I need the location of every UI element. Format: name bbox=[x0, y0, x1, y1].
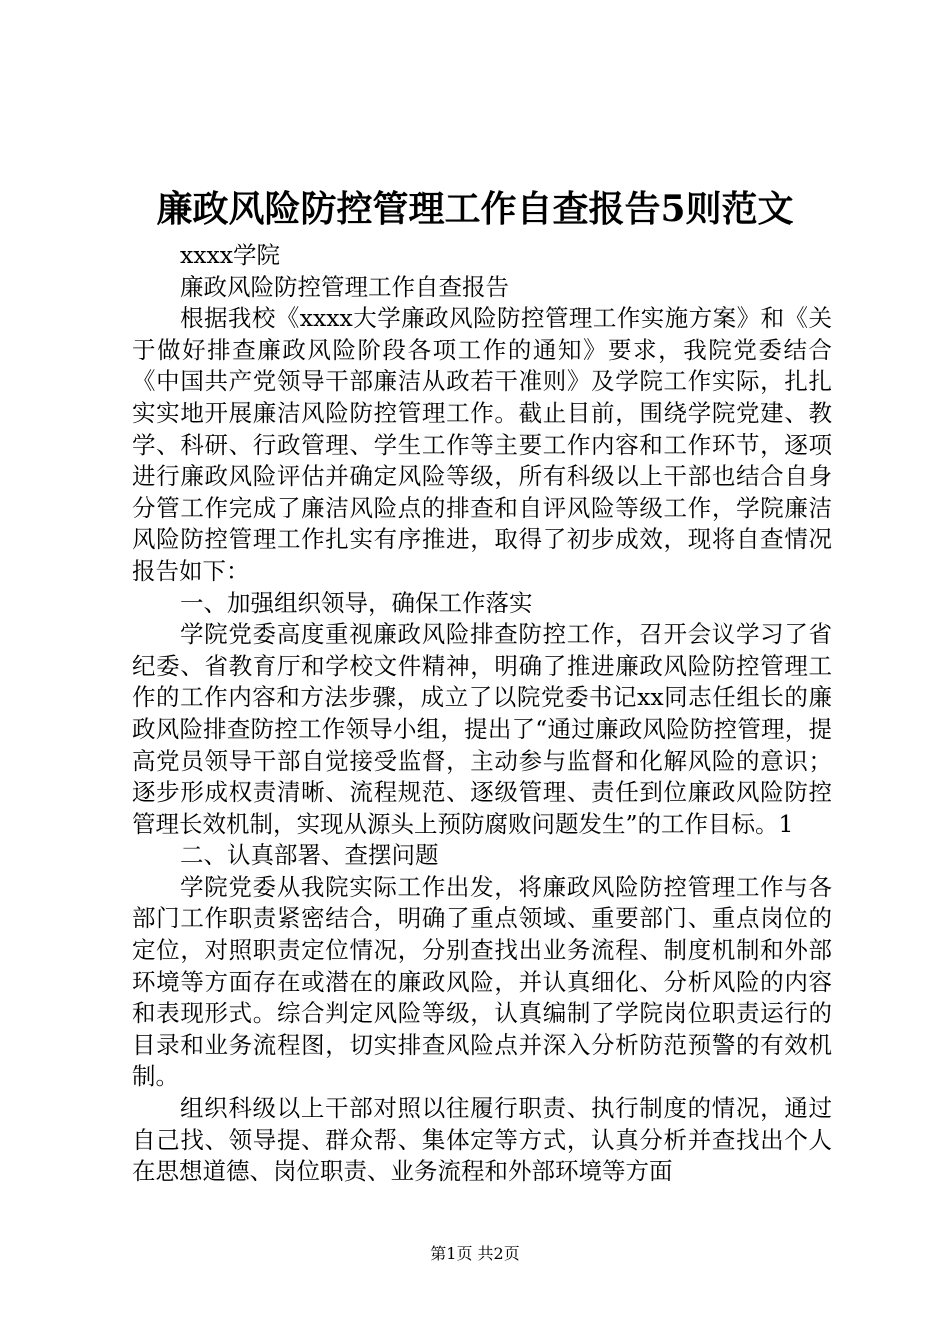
report-subtitle-line: 廉政风险防控管理工作自查报告 bbox=[180, 272, 509, 301]
section-heading-1: 一、加强组织领导，确保工作落实 bbox=[180, 588, 533, 617]
section-2-paragraph-1: 学院党委从我院实际工作出发，将廉政风险防控管理工作与各部门工作职责紧密结合，明确了重点领域、重要部门、重点岗位的定位，对照职责定位情况，分别查找出业务流程、制度机制和外部环境等方面存在或潜在的廉政风险，并认真细化、分析风险的内容和表现形式。综合判定风险等级，认真编制了学院岗位职责运行的目录和业务流程图，切实排查风险点并深入分析防范预警的有效机制。 bbox=[132, 872, 832, 1091]
section-1-paragraph: 学院党委高度重视廉政风险排查防控工作，召开会议学习了省纪委、省教育厅和学校文件精神，明确了推进廉政风险防控管理工作的工作内容和方法步骤，成立了以院党委书记xx同志任组长的廉政风险排查防控工作领导小组，提出了“通过廉政风险防控管理，提高党员领导干部自觉接受监督，主动参与监督和化解风险的意识；逐步形成权责清晰、流程规范、逐级管理、责任到位廉政风险防控管理长效机制，实现从源头上预防腐败问题发生”的工作目标。1 bbox=[132, 620, 832, 838]
intro-paragraph: 根据我校《xxxx大学廉政风险防控管理工作实施方案》和《关于做好排查廉政风险阶段各项工作的通知》要求，我院党委结合《中国共产党领导干部廉洁从政若干准则》及学院工作实际，扎扎实实地开展廉洁风险防控管理工作。截止目前，围绕学院党建、教学、科研、行政管理、学生工作等主要工作内容和工作环节，逐项进行廉政风险评估并确定风险等级，所有科级以上干部也结合自身分管工作完成了廉洁风险点的排查和自评风险等级工作，学院廉洁风险防控管理工作扎实有序推进，取得了初步成效，现将自查情况报告如下： bbox=[132, 304, 832, 585]
page-footer: 第1页 共2页 bbox=[430, 1244, 520, 1263]
document-body bbox=[132, 240, 832, 1188]
school-name-line: xxxx学院 bbox=[180, 241, 281, 269]
document-title: 廉政风险防控管理工作自查报告5则范文 bbox=[156, 188, 794, 230]
section-heading-2: 二、认真部署、查摆问题 bbox=[180, 841, 439, 870]
section-2-paragraph-2: 组织科级以上干部对照以往履行职责、执行制度的情况，通过自己找、领导提、群众帮、集体定等方式，认真分析并查找出个人在思想道德、岗位职责、业务流程和外部环境等方面 bbox=[132, 1094, 832, 1186]
